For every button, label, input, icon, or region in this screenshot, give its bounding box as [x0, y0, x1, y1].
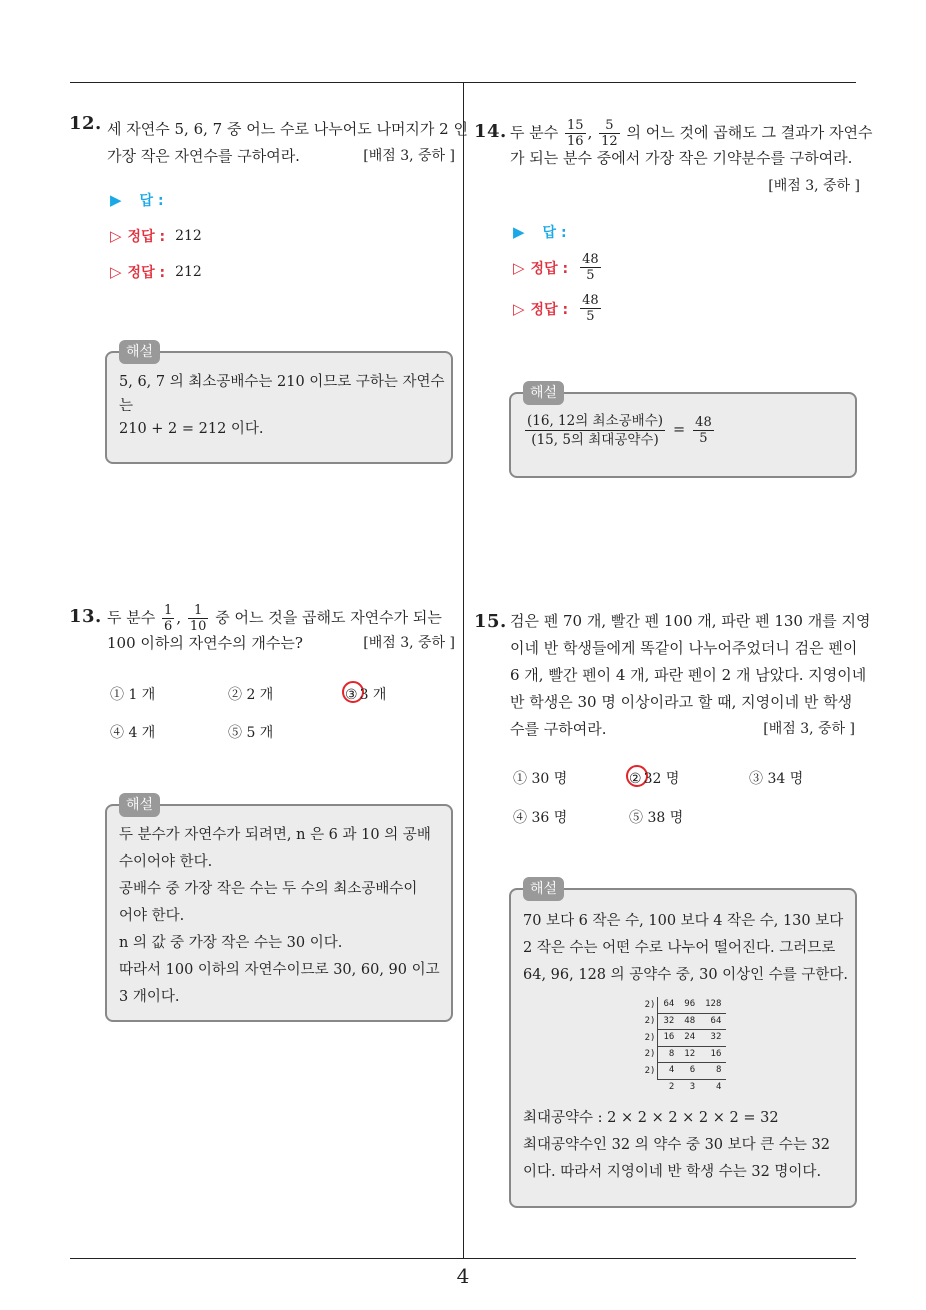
- choice-4[interactable]: ④ 4 개: [110, 725, 156, 741]
- column-divider: [463, 82, 464, 1258]
- quotient-cell: 8: [700, 1063, 726, 1080]
- divisor-cell: 2): [644, 1016, 656, 1026]
- quotient-cell: 32: [657, 1014, 679, 1031]
- solution-tag: 해설: [523, 381, 564, 405]
- solution-tag: 해설: [523, 877, 564, 901]
- solution-box: [105, 344, 453, 464]
- score-meta: [배점 3, 중하 ]: [768, 178, 860, 194]
- bottom-rule: [70, 1258, 856, 1259]
- quotient-cell: 64: [700, 1014, 726, 1031]
- answer-label: 답 :: [139, 193, 164, 209]
- solution-line: 2 작은 수는 어떤 수로 나누어 떨어진다. 그러므로: [523, 940, 836, 956]
- choice-2[interactable]: ② 32 명: [629, 771, 680, 787]
- division-row: [640, 1047, 727, 1064]
- answer-row: [513, 222, 577, 242]
- solution-line: 따라서 100 이하의 자연수이므로 30, 60, 90 이고: [119, 962, 440, 978]
- solution-line: 5, 6, 7 의 최소공배수는 210 이므로 구하는 자연수: [119, 374, 445, 390]
- division-row: [640, 1030, 727, 1047]
- quotient-cell: 8: [657, 1047, 679, 1064]
- choice-3[interactable]: ③ 3 개: [345, 687, 387, 703]
- quotient-cell: 128: [700, 997, 726, 1014]
- solution-line: 수이어야 한다.: [119, 854, 213, 870]
- outline-triangle-icon: ▷: [513, 258, 525, 277]
- score-meta: [배점 3, 중하 ]: [363, 148, 455, 164]
- solution-line: n 의 값 중 가장 작은 수는 30 이다.: [119, 935, 343, 951]
- solution-fraction: $\frac{\text{(16, 12의 최소공배수)}}{\text{(15, 5의 최대공약수)}}$: [527, 413, 664, 448]
- problem-text-line: 가 되는 분수 중에서 가장 작은 기약분수를 구하여라.: [510, 149, 853, 167]
- problem-text-line: 세 자연수 5, 6, 7 중 어느 수로 나누어도 나머지가 2 인: [107, 120, 468, 138]
- problem-text-line: 반 학생은 30 명 이상이라고 할 때, 지영이네 반 학생: [510, 693, 853, 711]
- division-row: [640, 1014, 727, 1031]
- problem-text-line: 6 개, 빨간 펜이 4 개, 파란 펜이 2 개 남았다. 지영이네: [510, 666, 867, 684]
- solution-line: 두 분수가 자연수가 되려면, n 은 6 과 10 의 공배: [119, 827, 431, 843]
- solution-line: 최대공약수 : 2 × 2 × 2 × 2 × 2 = 32: [523, 1110, 779, 1126]
- solution-line: 는: [119, 398, 134, 414]
- outline-triangle-icon: ▷: [110, 227, 122, 245]
- correct-value: 212: [175, 264, 202, 280]
- division-row: [640, 1063, 727, 1080]
- solution-tag: 해설: [119, 340, 160, 364]
- divisor-cell: 2): [644, 1049, 656, 1059]
- choice-4[interactable]: ④ 36 명: [513, 810, 568, 826]
- problem-text: 두 분수: [107, 608, 156, 627]
- quotient-cell: 32: [700, 1030, 726, 1047]
- quotient-cell: 96: [679, 997, 700, 1014]
- correct-label: 정답 :: [530, 301, 569, 318]
- quotient-cell: 12: [679, 1047, 700, 1064]
- correct-answer-row: [513, 252, 603, 283]
- solution-line: 210 + 2 = 212 이다.: [119, 421, 264, 437]
- play-triangle-icon: ▶: [110, 191, 122, 209]
- correct-label: 정답 :: [127, 229, 166, 245]
- score-meta: [배점 3, 중하 ]: [363, 635, 455, 651]
- quotient-cell: 48: [679, 1014, 700, 1031]
- problem-15: [474, 608, 871, 743]
- equals-sign: =: [673, 422, 686, 438]
- problem-text-line: 가장 작은 자연수를 구하여라.: [107, 147, 300, 165]
- quotient-cell: 64: [657, 997, 679, 1014]
- division-row: [640, 1080, 727, 1096]
- problem-12: [69, 113, 468, 170]
- correct-label: 정답 :: [530, 260, 569, 277]
- correct-label: 정답 :: [127, 265, 166, 281]
- divisor-cell: 2): [644, 999, 656, 1010]
- correct-answer-row: [110, 226, 202, 246]
- solution-line: 최대공약수인 32 의 약수 중 30 보다 큰 수는 32: [523, 1137, 830, 1153]
- problem-13: 13. 두 분수 $\frac{1}{6}$ , $\frac{1}{10}$ 중 어느 것을 곱해도 자연수가 되는 100 이하의 자연수의 개수는? [배점 3, 중하 ]: [107, 603, 455, 657]
- answer-label: 답 :: [542, 225, 567, 241]
- fraction: $\frac{5}{12}$: [601, 118, 618, 149]
- choice-5[interactable]: ⑤ 5 개: [228, 725, 274, 741]
- choice-1[interactable]: ① 1 개: [110, 687, 156, 703]
- divisor-cell: [640, 1080, 658, 1096]
- quotient-cell: 24: [679, 1030, 700, 1047]
- fraction: $\frac{15}{16}$: [567, 118, 584, 149]
- problem-text-line: 수를 구하여라.: [510, 720, 607, 738]
- problem-number: 12.: [69, 113, 102, 134]
- problem-text-line: 검은 펜 70 개, 빨간 펜 100 개, 파란 펜 130 개를 지영: [510, 612, 871, 630]
- correct-answer-row: [110, 262, 202, 282]
- solution-line: 이다. 따라서 지영이네 반 학생 수는 32 명이다.: [523, 1164, 822, 1180]
- solution-result-fraction: $\frac{48}{5}$: [695, 415, 712, 446]
- problem-number: 13.: [69, 606, 102, 627]
- quotient-cell: 6: [679, 1063, 700, 1080]
- choice-5[interactable]: ⑤ 38 명: [629, 810, 684, 826]
- division-ladder: [640, 997, 727, 1095]
- solution-line: 70 보다 6 작은 수, 100 보다 4 작은 수, 130 보다: [523, 913, 844, 929]
- problem-14: 14. 두 분수 $\frac{15}{16}$ , $\frac{5}{12}$ 의 어느 것에 곱해도 그 결과가 자연수 가 되는 분수 중에서 가장 작은 기약분수를 구하여라. [배점 3, 중하 ]: [474, 118, 873, 194]
- correct-fraction: $\frac{48}{5}$: [582, 293, 599, 324]
- fraction: $\frac{1}{10}$: [189, 603, 207, 634]
- quotient-cell: 16: [700, 1047, 726, 1064]
- correct-value: 212: [175, 228, 202, 244]
- problem-text: 중 어느 것을 곱해도 자연수가 되는: [215, 608, 442, 627]
- score-meta: [배점 3, 중하 ]: [763, 721, 855, 737]
- quotient-cell: 3: [689, 1081, 696, 1092]
- problem-text-line: 100 이하의 자연수의 개수는?: [107, 634, 303, 652]
- choice-list: [513, 768, 853, 828]
- division-row: [640, 997, 727, 1014]
- choice-list: [110, 684, 450, 744]
- solution-line: 3 개이다.: [119, 989, 180, 1005]
- divisor-cell: 2): [644, 1032, 656, 1043]
- solution-line: 어야 한다.: [119, 908, 185, 924]
- problem-text: 의 어느 것에 곱해도 그 결과가 자연수: [626, 123, 873, 142]
- outline-triangle-icon: ▷: [110, 263, 122, 281]
- solution-box: [509, 881, 857, 1208]
- choice-1[interactable]: ① 30 명: [513, 771, 568, 787]
- solution-tag: 해설: [119, 793, 160, 817]
- problem-number: 14.: [474, 121, 507, 142]
- solution-box: [509, 385, 857, 478]
- choice-2[interactable]: ② 2 개: [228, 687, 274, 703]
- correct-answer-row: [513, 293, 603, 324]
- problem-text: 두 분수: [510, 123, 559, 142]
- solution-line: 공배수 중 가장 작은 수는 두 수의 최소공배수이: [119, 881, 418, 897]
- quotient-cell: 2: [668, 1081, 675, 1092]
- solution-line: 64, 96, 128 의 공약수 중, 30 이상인 수를 구한다.: [523, 967, 849, 983]
- problem-number: 15.: [474, 611, 507, 632]
- correct-fraction: $\frac{48}{5}$: [582, 252, 599, 283]
- problem-text-line: 이네 반 학생들에게 똑같이 나누어주었더니 검은 펜이: [510, 639, 858, 657]
- divisor-cell: 2): [644, 1065, 656, 1076]
- choice-3[interactable]: ③ 34 명: [749, 771, 804, 787]
- quotient-cell: 4: [715, 1081, 722, 1092]
- page-number: 4: [456, 1264, 470, 1288]
- quotient-cell: 16: [657, 1030, 679, 1047]
- play-triangle-icon: ▶: [513, 223, 525, 241]
- outline-triangle-icon: ▷: [513, 299, 525, 318]
- quotient-cell: 4: [657, 1063, 679, 1080]
- fraction: $\frac{1}{6}$: [164, 603, 173, 634]
- solution-box: [105, 797, 453, 1022]
- answer-row: [110, 190, 174, 210]
